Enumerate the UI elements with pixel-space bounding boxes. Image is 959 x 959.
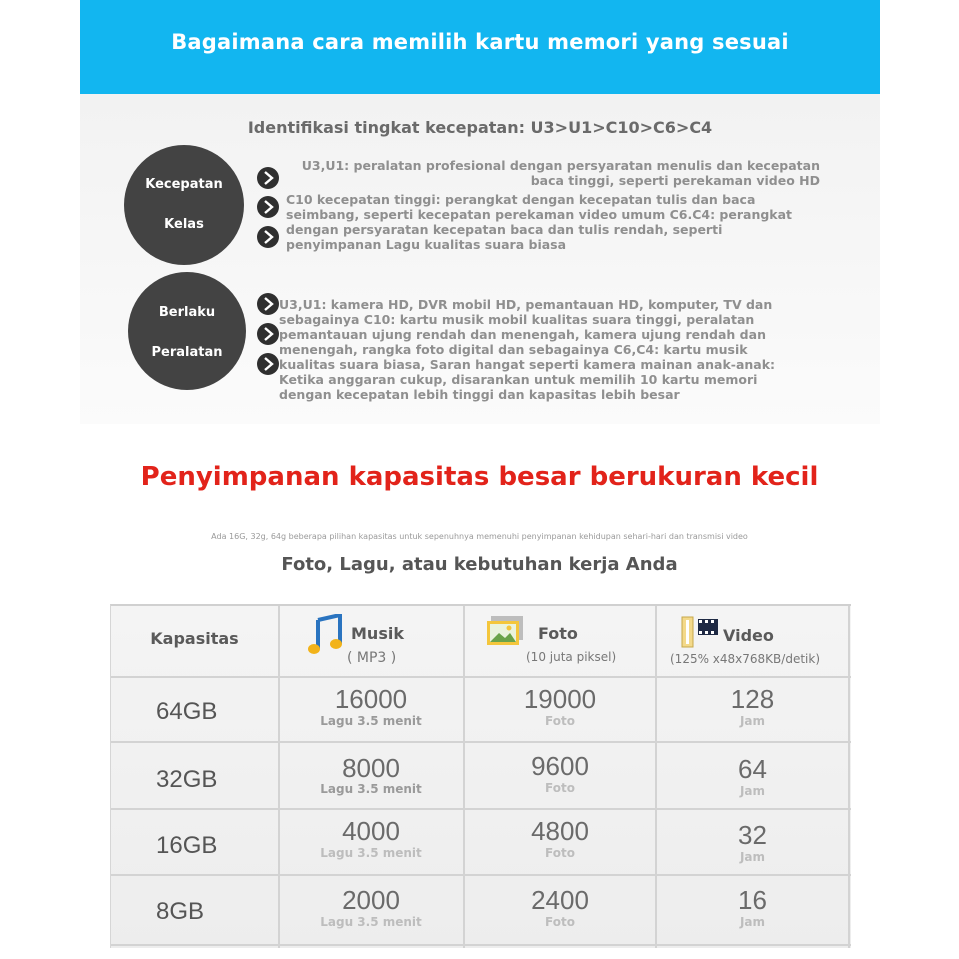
chevron-right-icon — [257, 167, 279, 189]
capacity-note: Ada 16G, 32g, 64g beberapa pilihan kapasitas untuk sepenuhnya memenuhi penyimpanan kehidupan sehari-hari dan transmisi video — [211, 532, 748, 541]
video-unit: Jam — [739, 915, 766, 929]
music-unit: Lagu 3.5 menit — [320, 782, 422, 796]
video-unit: Jam — [739, 784, 766, 798]
row-divider — [111, 808, 851, 810]
photo-unit: Foto — [545, 781, 575, 795]
music-note-icon — [307, 614, 345, 656]
music-unit: Lagu 3.5 menit — [320, 714, 422, 728]
music-count: 8000 — [342, 753, 400, 783]
capacity-size: 64GB — [156, 698, 218, 725]
speed-heading: Identifikasi tingkat kecepatan: U3>U1>C10>C6>C4 — [247, 118, 713, 137]
video-hours: 64 — [738, 754, 767, 784]
speed-desc-u3: U3,U1: peralatan profesional dengan persyaratan menulis dan kecepatan baca tinggi, seperti perekaman video HD — [301, 158, 820, 188]
photo-unit: Foto — [545, 846, 575, 860]
video-unit: Jam — [739, 850, 766, 864]
chevron-right-icon — [257, 293, 279, 315]
header-banner — [80, 0, 880, 94]
row-divider — [111, 874, 851, 876]
row-divider — [111, 676, 851, 678]
video-hours: 32 — [738, 820, 767, 850]
photo-count: 2400 — [531, 885, 589, 915]
capacity-size: 16GB — [156, 832, 218, 859]
photo-count: 4800 — [531, 816, 589, 846]
photo-count: 19000 — [523, 684, 597, 714]
photo-unit: Foto — [545, 714, 575, 728]
picture-icon — [485, 614, 525, 648]
chevron-right-icon — [257, 196, 279, 218]
row-divider — [111, 944, 851, 946]
chevron-right-icon — [257, 226, 279, 248]
device-circle — [128, 272, 246, 390]
column-divider — [848, 606, 850, 948]
header-video-sub: (125% x48x768KB/detik) — [670, 652, 820, 666]
capacity-title: Penyimpanan kapasitas besar berukuran kecil — [140, 462, 819, 492]
capacity-size: 8GB — [156, 898, 205, 925]
speed-desc-c10: C10 kecepatan tinggi: perangkat dengan kecepatan tulis dan baca seimbang, seperti kecepatan perekaman video umum C6.C4: perangkat dengan persyaratan kecepatan baca dan tulis rendah, seperti penyimpanan Lagu kualitas suara biasa — [286, 192, 793, 252]
music-count: 2000 — [342, 885, 400, 915]
circle-label-line2: Peralatan — [151, 345, 223, 360]
banner-title: Bagaimana cara memilih kartu memori yang sesuai — [171, 30, 789, 54]
capacity-subtitle: Foto, Lagu, atau kebutuhan kerja Anda — [281, 554, 678, 575]
header-music-sub: ( MP3 ) — [347, 650, 397, 666]
header-music-label: Musik — [351, 624, 404, 643]
video-hours: 16 — [738, 885, 767, 915]
chevron-right-icon — [257, 323, 279, 345]
device-desc: U3,U1: kamera HD, DVR mobil HD, pemantauan HD, komputer, TV dan sebagainya C10: kartu musik mobil kualitas suara tinggi, peralatan pemantauan ujung rendah dan menengah, kamera ujung rendah dan menengah, rangka foto digital dan sebagainya C6,C4: kartu musik kualitas suara biasa, Saran hangat seperti kamera mainan anak-anak: Ketika anggaran cukup, disarankan untuk memilih 10 kartu memori dengan kecepatan lebih tinggi dan kapasitas lebih besar — [279, 297, 776, 402]
film-strip-icon — [681, 616, 721, 650]
header-photo-label: Foto — [538, 624, 578, 643]
row-divider — [111, 741, 851, 743]
video-unit: Jam — [739, 714, 766, 728]
chevron-right-icon — [257, 353, 279, 375]
circle-label-line1: Berlaku — [158, 305, 216, 320]
music-count: 4000 — [342, 816, 400, 846]
video-hours: 128 — [730, 684, 775, 714]
photo-count: 9600 — [531, 751, 589, 781]
music-unit: Lagu 3.5 menit — [320, 915, 422, 929]
speed-class-circle — [124, 145, 244, 265]
circle-label-line2: Kelas — [164, 217, 204, 232]
header-photo-sub: (10 juta piksel) — [526, 650, 617, 664]
music-unit: Lagu 3.5 menit — [320, 846, 422, 860]
header-video-label: Video — [723, 626, 774, 645]
capacity-table — [110, 604, 851, 948]
header-capacity: Kapasitas — [150, 629, 239, 648]
capacity-size: 32GB — [156, 766, 218, 793]
music-count: 16000 — [334, 684, 408, 714]
circle-label-line1: Kecepatan — [145, 177, 223, 192]
photo-unit: Foto — [545, 915, 575, 929]
